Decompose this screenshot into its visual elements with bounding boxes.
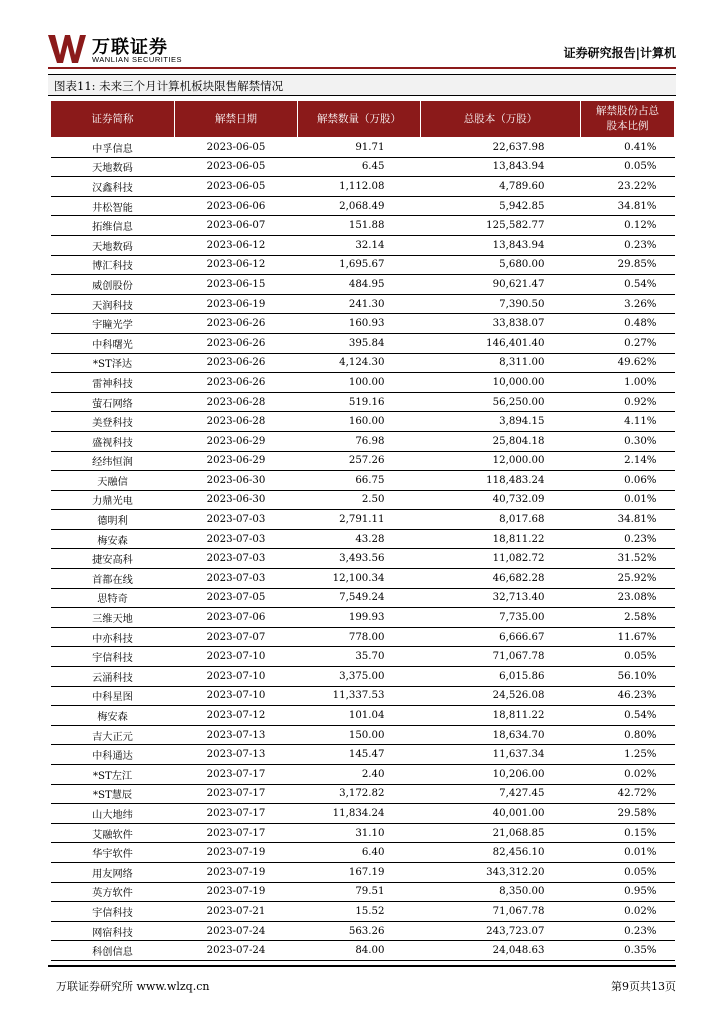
table-cell: 56,250.00 (421, 392, 581, 412)
table-row (51, 745, 675, 765)
figure-caption-text: 图表11: 未来三个月计算机板块限售解禁情况 (54, 79, 284, 93)
table-cell: 2023-06-26 (175, 333, 298, 353)
table-cell: 778.00 (298, 627, 421, 647)
table-row (51, 686, 675, 706)
table-cell: 31.52% (581, 549, 675, 569)
table-cell: 2023-07-03 (175, 569, 298, 589)
table-cell: *ST慧辰 (51, 784, 175, 804)
table-cell: 21,068.85 (421, 823, 581, 843)
table-cell: 3,493.56 (298, 549, 421, 569)
table-cell: 13,843.94 (421, 235, 581, 255)
table-cell: 吉大正元 (51, 725, 175, 745)
figure-caption (48, 74, 676, 96)
table-row (51, 823, 675, 843)
table-cell: 2023-07-19 (175, 843, 298, 863)
table-cell: 1,695.67 (298, 255, 421, 275)
company-logo (48, 33, 248, 65)
table-row (51, 549, 675, 569)
table-cell: 35.70 (298, 647, 421, 667)
table-cell: 46,682.28 (421, 569, 581, 589)
table-cell: 中科星图 (51, 686, 175, 706)
table-cell: 艾融软件 (51, 823, 175, 843)
table-row (51, 882, 675, 902)
table-cell: 343,312.20 (421, 862, 581, 882)
table-cell: 思特奇 (51, 588, 175, 608)
table-cell: 84.00 (298, 941, 421, 961)
table-cell: 12,000.00 (421, 451, 581, 471)
table-row (51, 647, 675, 667)
table-header-row (51, 101, 675, 138)
table-cell: 0.06% (581, 471, 675, 491)
table-cell: 2023-07-12 (175, 706, 298, 726)
table-row (51, 392, 675, 412)
table-row (51, 216, 675, 236)
table-cell: 0.27% (581, 333, 675, 353)
table-cell: 395.84 (298, 333, 421, 353)
table-cell: 146,401.40 (421, 333, 581, 353)
table-cell: *ST泽达 (51, 353, 175, 373)
table-cell: 2023-07-17 (175, 784, 298, 804)
table-row (51, 471, 675, 491)
table-row (51, 569, 675, 589)
table-row (51, 196, 675, 216)
table-cell: 英方软件 (51, 882, 175, 902)
table-cell: 2023-06-06 (175, 196, 298, 216)
table-cell: 用友网络 (51, 862, 175, 882)
table-cell: 2023-07-10 (175, 686, 298, 706)
column-header: 解禁股份占总股本比例 (581, 101, 675, 138)
table-row (51, 588, 675, 608)
table-cell: 23.08% (581, 588, 675, 608)
table-cell: 0.80% (581, 725, 675, 745)
table-cell: 梅安森 (51, 529, 175, 549)
table-row (51, 294, 675, 314)
table-row (51, 235, 675, 255)
table-cell: 82,456.10 (421, 843, 581, 863)
table-row (51, 138, 675, 158)
table-cell: 29.58% (581, 804, 675, 824)
table-cell: 中孚信息 (51, 138, 175, 158)
table-cell: 2.50 (298, 490, 421, 510)
table-cell: 2,068.49 (298, 196, 421, 216)
table-cell: 118,483.24 (421, 471, 581, 491)
table-row (51, 431, 675, 451)
table-cell: 德明利 (51, 510, 175, 530)
table-row (51, 941, 675, 961)
table-cell: 3.26% (581, 294, 675, 314)
table-cell: 6.45 (298, 157, 421, 177)
table-cell: 160.00 (298, 412, 421, 432)
table-cell: 博汇科技 (51, 255, 175, 275)
table-cell: 2023-06-30 (175, 490, 298, 510)
table-cell: 2023-07-17 (175, 823, 298, 843)
table-cell: 2023-07-19 (175, 862, 298, 882)
table-cell: 天润科技 (51, 294, 175, 314)
table-cell: 拓维信息 (51, 216, 175, 236)
table-cell: 中科曙光 (51, 333, 175, 353)
table-cell: 34.81% (581, 196, 675, 216)
table-cell: 11,834.24 (298, 804, 421, 824)
table-cell: 2023-07-13 (175, 745, 298, 765)
table-cell: 盛视科技 (51, 431, 175, 451)
column-header: 解禁日期 (175, 101, 298, 138)
table-cell: 2023-07-17 (175, 804, 298, 824)
table-cell: 7,549.24 (298, 588, 421, 608)
table-cell: 2023-07-24 (175, 921, 298, 941)
table-cell: 199.93 (298, 608, 421, 628)
table-cell: 25.92% (581, 569, 675, 589)
table-cell: 0.92% (581, 392, 675, 412)
table-cell: 43.28 (298, 529, 421, 549)
table-cell: 8,311.00 (421, 353, 581, 373)
table-cell: 13,843.94 (421, 157, 581, 177)
table-cell: 云涌科技 (51, 667, 175, 687)
table-row (51, 412, 675, 432)
table-cell: 2023-07-07 (175, 627, 298, 647)
table-cell: 34.81% (581, 510, 675, 530)
table-cell: 40,001.00 (421, 804, 581, 824)
table-cell: 0.02% (581, 765, 675, 785)
table-cell: 2.58% (581, 608, 675, 628)
table-cell: 梅安森 (51, 706, 175, 726)
table-cell: 12,100.34 (298, 569, 421, 589)
table-cell: 3,172.82 (298, 784, 421, 804)
table-cell: 三维天地 (51, 608, 175, 628)
table-cell: 2023-06-15 (175, 275, 298, 295)
table-cell: 雷神科技 (51, 373, 175, 393)
table-cell: 40,732.09 (421, 490, 581, 510)
table-cell: 100.00 (298, 373, 421, 393)
table-cell: 华宇软件 (51, 843, 175, 863)
column-header: 解禁数量（万股） (298, 101, 421, 138)
table-cell: 美登科技 (51, 412, 175, 432)
table-row (51, 862, 675, 882)
table-cell: 中亦科技 (51, 627, 175, 647)
table-cell: 2023-06-05 (175, 138, 298, 158)
table-cell: 24,526.08 (421, 686, 581, 706)
table-cell: 网宿科技 (51, 921, 175, 941)
table-cell: 2023-07-24 (175, 941, 298, 961)
table-cell: 0.05% (581, 647, 675, 667)
table-row (51, 804, 675, 824)
logo-chinese-name: 万联证券 (92, 37, 168, 58)
table-cell: 0.01% (581, 843, 675, 863)
table-cell: 18,811.22 (421, 706, 581, 726)
table-cell: 33,838.07 (421, 314, 581, 334)
table-cell: *ST左江 (51, 765, 175, 785)
table-cell: 18,811.22 (421, 529, 581, 549)
table-cell: 145.47 (298, 745, 421, 765)
table-cell: 2023-06-29 (175, 451, 298, 471)
table-cell: 2023-07-21 (175, 902, 298, 922)
table-cell: 捷安高科 (51, 549, 175, 569)
table-cell: 2023-06-05 (175, 177, 298, 197)
table-row (51, 373, 675, 393)
table-cell: 6,015.86 (421, 667, 581, 687)
unlock-table (50, 100, 675, 961)
table-cell: 2023-07-06 (175, 608, 298, 628)
table-cell: 0.23% (581, 235, 675, 255)
table-cell: 10,206.00 (421, 765, 581, 785)
table-cell: 18,634.70 (421, 725, 581, 745)
table-cell: 31.10 (298, 823, 421, 843)
table-cell: 2023-06-26 (175, 353, 298, 373)
table-cell: 22,637.98 (421, 138, 581, 158)
footer-divider (48, 965, 676, 967)
table-cell: 汉鑫科技 (51, 177, 175, 197)
table-cell: 66.75 (298, 471, 421, 491)
table-cell: 0.23% (581, 529, 675, 549)
table-cell: 宇信科技 (51, 902, 175, 922)
table-cell: 484.95 (298, 275, 421, 295)
table-cell: 宇信科技 (51, 647, 175, 667)
table-row (51, 667, 675, 687)
table-cell: 563.26 (298, 921, 421, 941)
table-cell: 力鼎光电 (51, 490, 175, 510)
page-header (48, 28, 676, 68)
table-cell: 2023-06-26 (175, 373, 298, 393)
table-row (51, 275, 675, 295)
table-cell: 7,735.00 (421, 608, 581, 628)
table-cell: 11,337.53 (298, 686, 421, 706)
table-cell: 3,894.15 (421, 412, 581, 432)
table-cell: 0.54% (581, 706, 675, 726)
table-cell: 0.41% (581, 138, 675, 158)
table-cell: 5,942.85 (421, 196, 581, 216)
table-cell: 243,723.07 (421, 921, 581, 941)
table-cell: 2023-06-19 (175, 294, 298, 314)
table-cell: 0.15% (581, 823, 675, 843)
table-cell: 11,637.34 (421, 745, 581, 765)
table-cell: 2.14% (581, 451, 675, 471)
table-cell: 0.12% (581, 216, 675, 236)
table-cell: 4,789.60 (421, 177, 581, 197)
table-cell: 11,082.72 (421, 549, 581, 569)
table-cell: 1,112.08 (298, 177, 421, 197)
table-cell: 8,350.00 (421, 882, 581, 902)
table-cell: 2023-06-12 (175, 235, 298, 255)
table-cell: 2023-06-29 (175, 431, 298, 451)
table-row (51, 451, 675, 471)
page-number: 第9页共13页 (611, 980, 676, 993)
table-cell: 46.23% (581, 686, 675, 706)
column-header: 证券简称 (51, 101, 175, 138)
table-row (51, 765, 675, 785)
table-cell: 2023-06-05 (175, 157, 298, 177)
table-cell: 2023-06-28 (175, 412, 298, 432)
table-cell: 2023-06-28 (175, 392, 298, 412)
table-cell: 49.62% (581, 353, 675, 373)
table-row (51, 510, 675, 530)
table-cell: 10,000.00 (421, 373, 581, 393)
table-cell: 151.88 (298, 216, 421, 236)
table-cell: 0.95% (581, 882, 675, 902)
table-cell: 241.30 (298, 294, 421, 314)
table-row (51, 706, 675, 726)
table-cell: 2023-07-10 (175, 647, 298, 667)
table-cell: 2023-07-03 (175, 549, 298, 569)
table-cell: 2023-06-30 (175, 471, 298, 491)
table-cell: 7,427.45 (421, 784, 581, 804)
table-cell: 32,713.40 (421, 588, 581, 608)
table-cell: 25,804.18 (421, 431, 581, 451)
table-cell: 29.85% (581, 255, 675, 275)
table-cell: 0.35% (581, 941, 675, 961)
table-cell: 2023-07-10 (175, 667, 298, 687)
table-cell: 2023-07-03 (175, 529, 298, 549)
table-cell: 32.14 (298, 235, 421, 255)
table-cell: 经纬恒润 (51, 451, 175, 471)
table-row (51, 529, 675, 549)
table-cell: 71,067.78 (421, 647, 581, 667)
table-cell: 90,621.47 (421, 275, 581, 295)
table-cell: 257.26 (298, 451, 421, 471)
table-cell: 0.05% (581, 157, 675, 177)
table-row (51, 255, 675, 275)
table-cell: 42.72% (581, 784, 675, 804)
table-row (51, 353, 675, 373)
table-cell: 24,048.63 (421, 941, 581, 961)
table-cell: 15.52 (298, 902, 421, 922)
table-cell: 首都在线 (51, 569, 175, 589)
table-row (51, 177, 675, 197)
table-row (51, 314, 675, 334)
table-cell: 威创股份 (51, 275, 175, 295)
table-cell: 0.23% (581, 921, 675, 941)
table-row (51, 921, 675, 941)
column-header: 总股本（万股） (421, 101, 581, 138)
table-cell: 56.10% (581, 667, 675, 687)
table-row (51, 902, 675, 922)
table-cell: 0.01% (581, 490, 675, 510)
header-divider (48, 67, 676, 69)
table-cell: 79.51 (298, 882, 421, 902)
table-cell: 萤石网络 (51, 392, 175, 412)
table-row (51, 157, 675, 177)
table-row (51, 608, 675, 628)
table-cell: 4.11% (581, 412, 675, 432)
table-cell: 0.30% (581, 431, 675, 451)
logo-english-name: WANLIAN SECURITIES (92, 55, 182, 64)
table-cell: 山大地纬 (51, 804, 175, 824)
table-cell: 天地数码 (51, 157, 175, 177)
table-cell: 2023-06-07 (175, 216, 298, 236)
table-row (51, 843, 675, 863)
table-cell: 1.25% (581, 745, 675, 765)
table-cell: 6,666.67 (421, 627, 581, 647)
table-cell: 2023-07-05 (175, 588, 298, 608)
table-cell: 2.40 (298, 765, 421, 785)
table-cell: 2023-06-12 (175, 255, 298, 275)
table-cell: 2023-07-13 (175, 725, 298, 745)
table-cell: 天地数码 (51, 235, 175, 255)
table-cell: 2023-07-03 (175, 510, 298, 530)
table-row (51, 784, 675, 804)
table-cell: 167.19 (298, 862, 421, 882)
table-cell: 8,017.68 (421, 510, 581, 530)
table-cell: 5,680.00 (421, 255, 581, 275)
table-cell: 160.93 (298, 314, 421, 334)
footer-source: 万联证券研究所 www.wlzq.cn (56, 980, 210, 993)
table-cell: 4,124.30 (298, 353, 421, 373)
table-cell: 0.54% (581, 275, 675, 295)
table-cell: 宇瞳光学 (51, 314, 175, 334)
table-row (51, 333, 675, 353)
table-cell: 2,791.11 (298, 510, 421, 530)
table-row (51, 725, 675, 745)
table-cell: 2023-07-17 (175, 765, 298, 785)
table-cell: 7,390.50 (421, 294, 581, 314)
report-type-label: 证券研究报告|计算机 (563, 46, 676, 60)
table-row (51, 627, 675, 647)
table-cell: 天融信 (51, 471, 175, 491)
table-cell: 3,375.00 (298, 667, 421, 687)
table-cell: 76.98 (298, 431, 421, 451)
table-cell: 2023-06-26 (175, 314, 298, 334)
table-cell: 中科通达 (51, 745, 175, 765)
table-cell: 0.48% (581, 314, 675, 334)
table-cell: 150.00 (298, 725, 421, 745)
table-cell: 11.67% (581, 627, 675, 647)
table-cell: 23.22% (581, 177, 675, 197)
table-cell: 519.16 (298, 392, 421, 412)
table-cell: 2023-07-19 (175, 882, 298, 902)
table-cell: 71,067.78 (421, 902, 581, 922)
table-cell: 0.02% (581, 902, 675, 922)
table-row (51, 490, 675, 510)
table-cell: 井松智能 (51, 196, 175, 216)
table-cell: 科创信息 (51, 941, 175, 961)
table-cell: 101.04 (298, 706, 421, 726)
table-cell: 91.71 (298, 138, 421, 158)
table-cell: 0.05% (581, 862, 675, 882)
table-cell: 1.00% (581, 373, 675, 393)
table-cell: 125,582.77 (421, 216, 581, 236)
table-cell: 6.40 (298, 843, 421, 863)
wanlian-logo-icon (48, 33, 86, 63)
